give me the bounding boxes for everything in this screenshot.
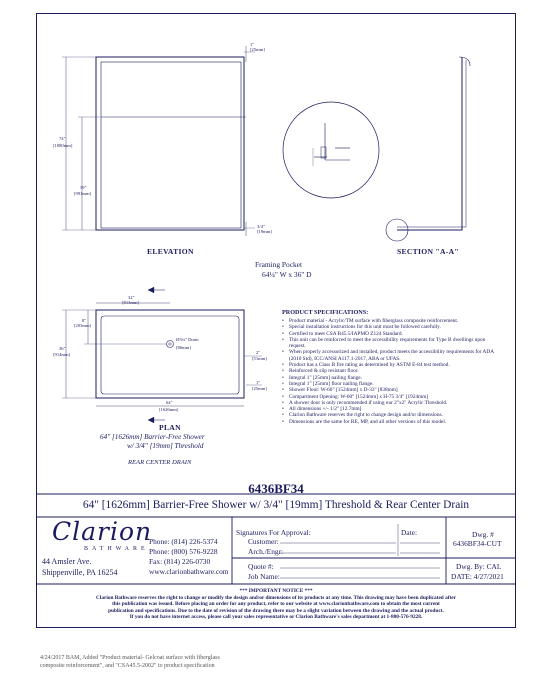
notice-line-4: If you do not have internet access, please call your sales representative or Clarion Bathware's sales department at 1-800-576-9228. [129, 614, 423, 621]
plan-dim-drain-mm: [203mm] [74, 323, 92, 328]
plan-dim-half-mm: [813mm] [122, 300, 140, 305]
spec-item: • Product has a Class B fire rating as determined by ASTM E-84 test method. [282, 362, 502, 368]
dim-mid-mm: [991mm] [74, 191, 92, 196]
plan-dim-drain-in: 8" [82, 318, 87, 323]
spec-item: • Certified to meet CSA B45.5/IAPMO Z124 Standard. [282, 331, 502, 337]
spec-item: • Integral 1" [25mm] nailing flange. [282, 375, 502, 381]
clarion-logo: Clarion [52, 517, 153, 546]
dim-threshold-mm: [19mm] [257, 229, 272, 234]
plan-label: PLAN [159, 423, 181, 432]
spec-list [282, 318, 502, 425]
clarion-logo-sub: BATHWARE [84, 546, 149, 552]
plan-dim-width-in: 64" [166, 400, 173, 405]
elevation-view [62, 46, 255, 236]
spec-item: • Compartment Opening: W-60" [1524mm] x H-75 3/4" [1924mm] [282, 394, 502, 400]
dwg-number-value: 6436BF34-CUT [453, 539, 502, 548]
spec-item: • A shower door is only recommended if using our 2"x2" Acrylic Threshold. [282, 400, 502, 406]
plan-dim-flange-mm: [25mm] [252, 386, 267, 391]
drawing-date: DATE: 4/27/2021 [451, 572, 504, 581]
revision-note-line-2: composite reinforcement", and "CSA45.5-2002" to product specification [40, 662, 215, 669]
plan-dim-right-in: 2" [256, 350, 261, 355]
drawn-by: Dwg. By: CAL [456, 562, 502, 571]
framing-pocket-label: Framing Pocket [255, 260, 303, 269]
dim-top-in: 1" [250, 42, 255, 47]
model-description: 64" [1626mm] Barrier-Free Shower w/ 3/4" [19mm] Threshold & Rear Center Drain [82, 499, 470, 511]
dim-height-in: 74" [59, 136, 66, 141]
notice-line-2: this publication was issued. Before placing an order for any product, refer to our website at www.clarionbathware.com to obtain the most current [112, 601, 440, 608]
plan-dim-right-mm: [51mm] [252, 356, 267, 361]
date-label: Date: [401, 528, 418, 537]
framing-pocket-size: 64¼" W x 36" D [262, 270, 312, 279]
spec-item: • Reinforced & slip resistant floor. [282, 368, 502, 374]
model-number: 6436BF34 [248, 481, 304, 496]
notice-line-1: Clarion Bathware reserves the right to change or modify the design and/or dimensions of its products at any time. This drawing may have been duplicated after [96, 594, 456, 601]
signatures-title: Signatures For Approval: [236, 528, 311, 537]
plan-view [62, 287, 262, 423]
important-notice [36, 588, 516, 621]
toll-free: Phone: (800) 576-9228 [149, 547, 218, 556]
plan-dim-width-mm: [1626mm] [159, 407, 179, 412]
plan-dim-half-in: 32" [128, 295, 135, 300]
spec-item: • Dimensions are the same for RE, MP, and all other versions of this model. [282, 419, 502, 425]
dim-threshold-in: 3/4" [257, 224, 265, 229]
revision-note [40, 655, 360, 671]
notice-line-3: publication and specifications. Due to the date of revision of the drawing there may be a slight variation between the drawing and the actual product. [108, 607, 444, 614]
drain-note: REAR CENTER DRAIN [128, 459, 192, 466]
dim-height-mm: [1880mm] [53, 143, 73, 148]
quote-label: Quote #: [248, 562, 274, 571]
plan-caption-2: w/ 3/4" [19mm] Threshold [127, 442, 204, 450]
phone: Phone: (814) 226-5374 [149, 537, 218, 546]
section-view [283, 57, 470, 241]
dwg-number-label: Dwg. # [472, 530, 494, 539]
elevation-label: ELEVATION [147, 247, 194, 256]
plan-caption-1: 64" [1626mm] Barrier-Free Shower [100, 433, 205, 441]
revision-note-line-1: 4/24/2017 BAM, Added "Product material- Gelcoat surface with fiberglass [40, 655, 220, 661]
customer-label: Customer: [248, 537, 279, 546]
spec-item: • Product material - Acrylic/TM surface with fiberglass composite reinforcement. [282, 318, 502, 324]
arch-engr-label: Arch./Engr: [248, 547, 284, 556]
notice-title: *** IMPORTANT NOTICE *** [239, 588, 313, 594]
plan-dim-depth-in: 36" [59, 346, 66, 351]
spec-title: PRODUCT SPECIFICATIONS: [282, 309, 369, 316]
section-label: SECTION "A-A" [397, 247, 459, 256]
spec-item: • All dimensions +/- 1/2" [12.7mm] [282, 406, 502, 412]
dim-top-mm: [25mm] [250, 47, 265, 52]
job-name-label: Job Name: [248, 572, 280, 581]
spec-item: • When properly accessorized and installed, product meets the accessibility requirements for ADA (2010 Std), ICC/ANSI A117.1-2017, ABA or UFAS. [282, 349, 502, 362]
spec-item: • Special installation instructions for this unit must be followed carefully. [282, 324, 502, 330]
drain-label: Ø3¼" Drain [176, 337, 199, 342]
fax: Fax: (814) 226-0730 [149, 557, 211, 566]
website[interactable]: www.clarionbathware.com [149, 567, 229, 576]
address-line-1: 44 Amsler Ave. [42, 557, 92, 566]
dim-mid-in: 39" [80, 185, 87, 190]
address-line-2: Shippenville, PA 16254 [42, 568, 118, 577]
spec-item: • Clarion Bathware reserves the right to change design and/or dimensions. [282, 412, 502, 418]
spec-item: • Integral 1" [25mm] floor nailing flange. [282, 381, 502, 387]
spec-item: • This unit can be reinforced to meet the accessibility requirements for Type B dwellings upon request. [282, 337, 502, 350]
drain-mm: [86mm] [176, 345, 191, 350]
spec-item: • Shower Floor: W-60" [1524mm] x D-33" [838mm] [282, 387, 502, 393]
plan-dim-flange-in: 1" [256, 380, 261, 385]
plan-dim-depth-mm: [914mm] [53, 352, 71, 357]
